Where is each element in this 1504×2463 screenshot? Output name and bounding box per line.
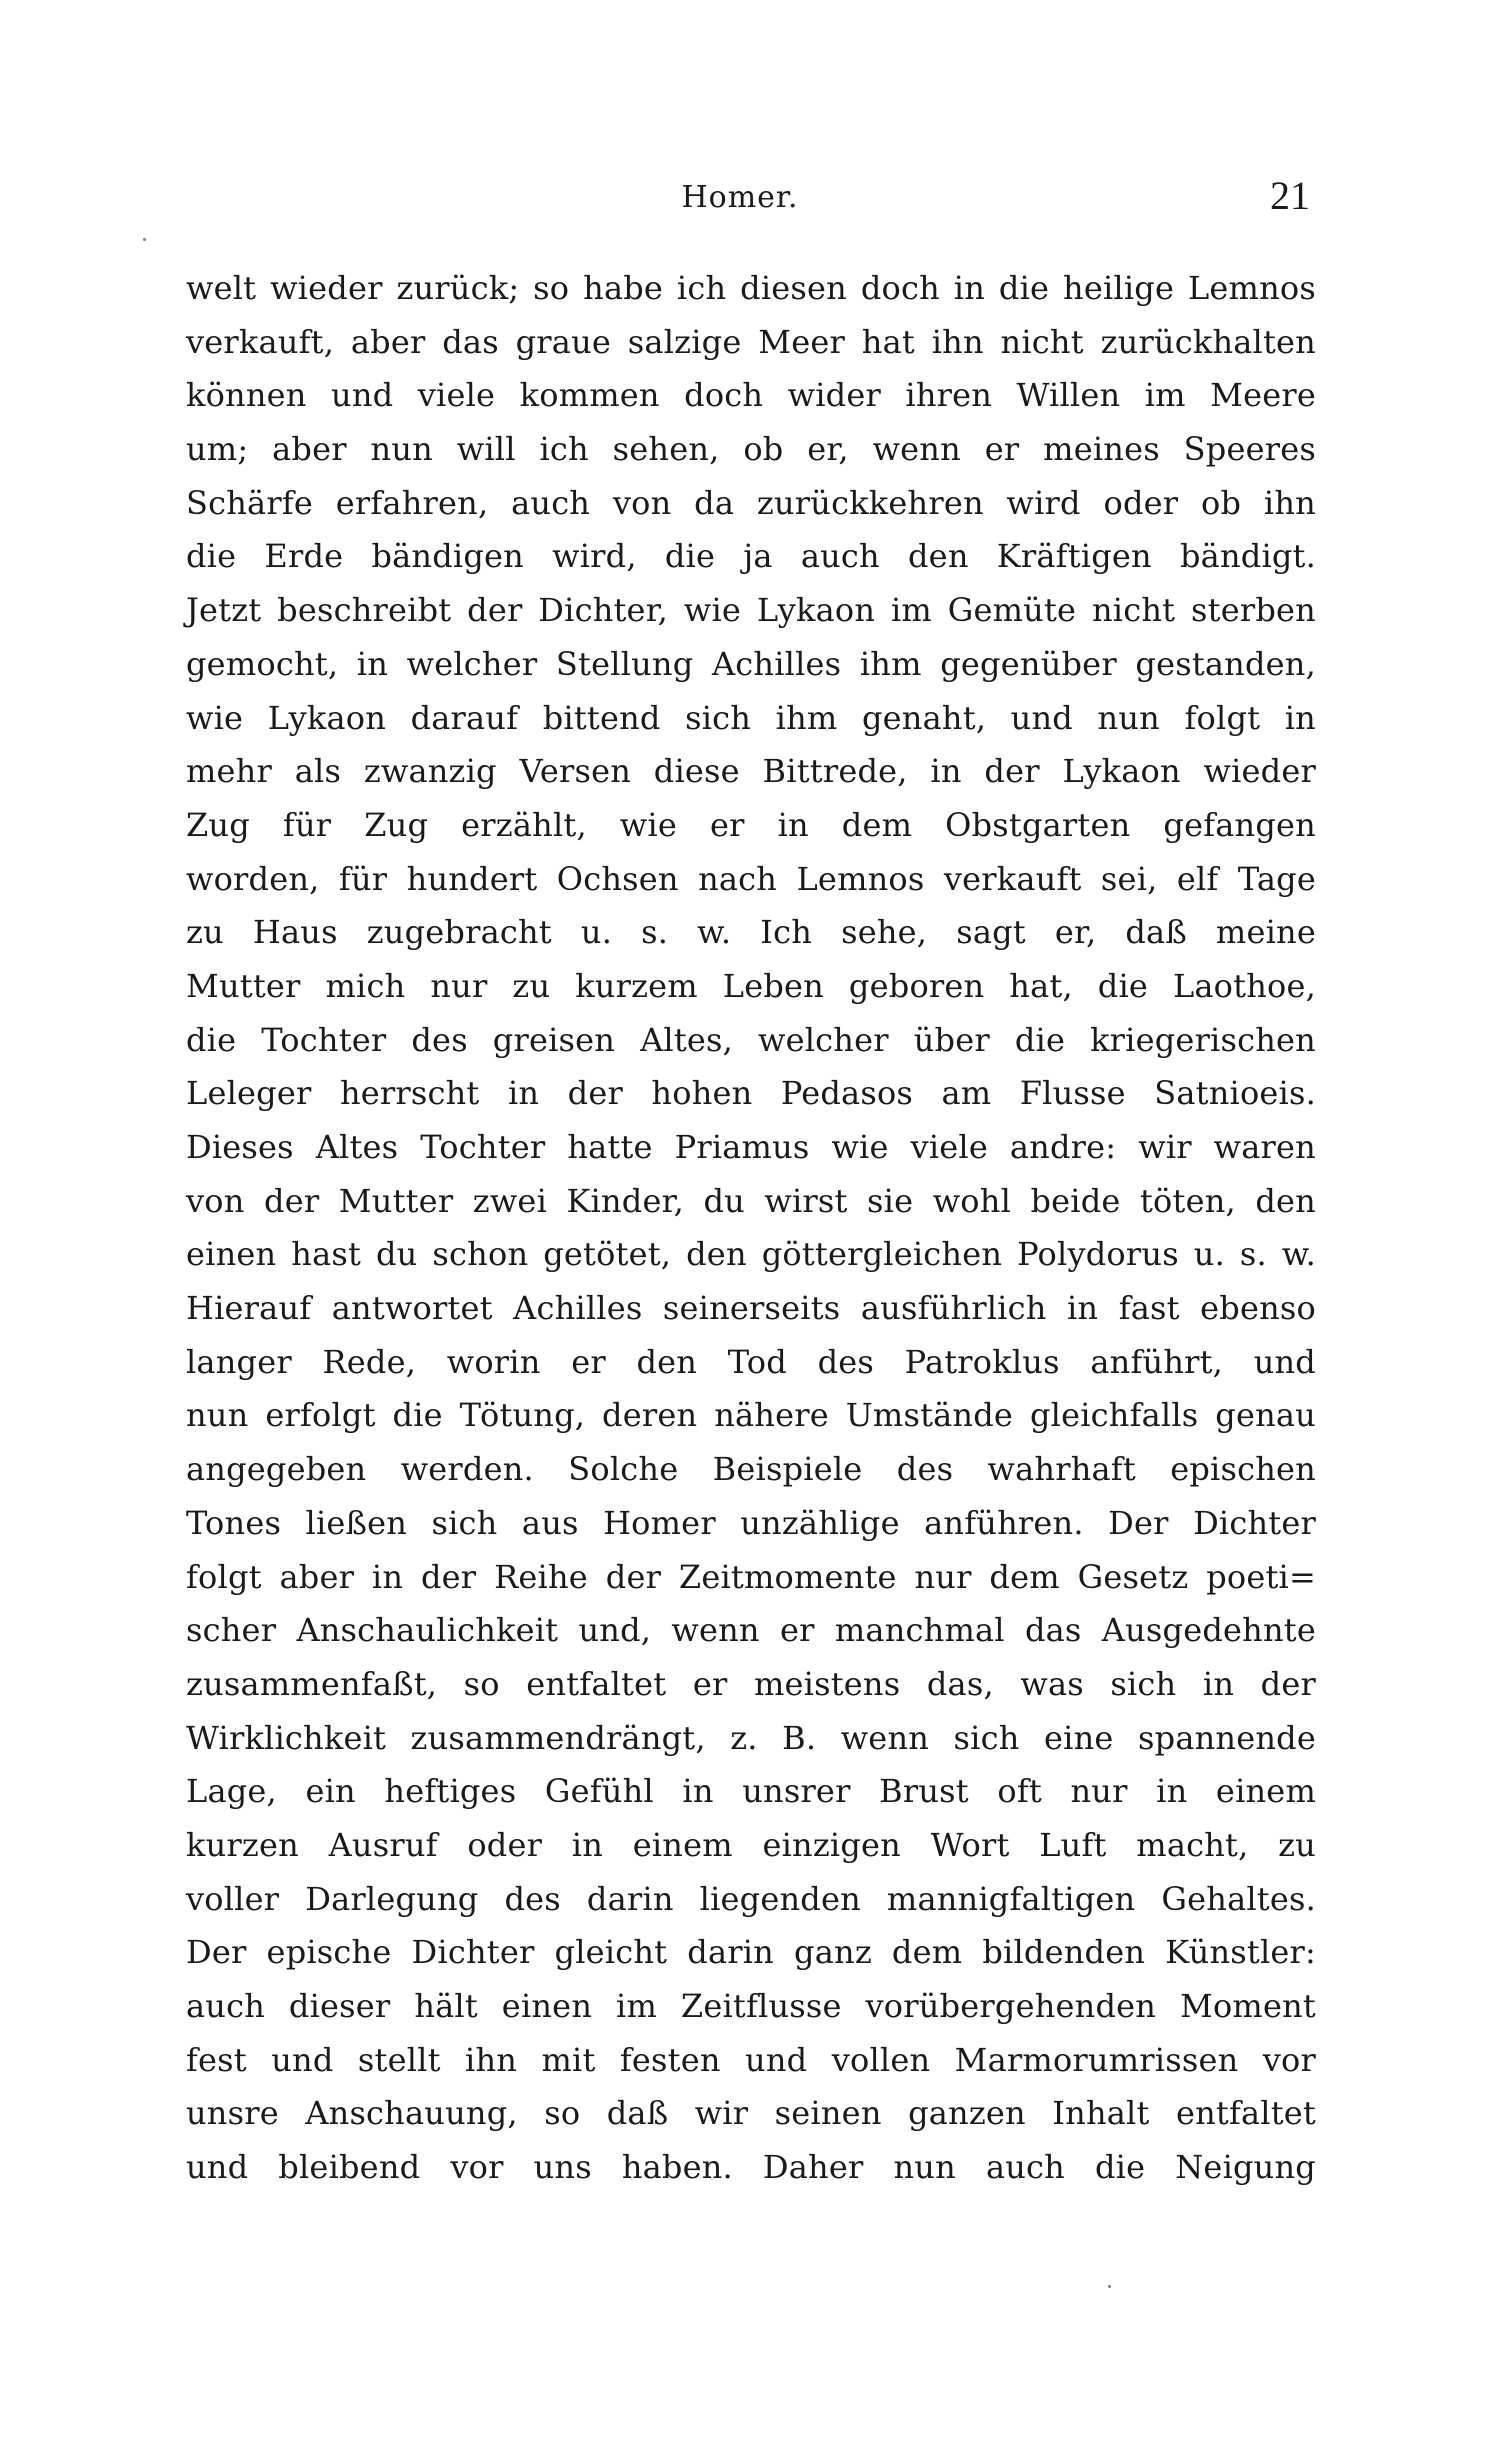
page-number: 21 <box>1270 173 1310 218</box>
text-line: unsre Anschauung, so daß wir seinen ganzen Inhalt entfaltet <box>186 2094 1316 2133</box>
text-line: Jetzt beschreibt der Dichter, wie Lykaon im Gemüte nicht sterben <box>186 591 1316 630</box>
text-line: wie Lykaon darauf bittend sich ihm genaht, und nun folgt in <box>186 698 1316 737</box>
text-line: Zug für Zug erzählt, wie er in dem Obstgarten gefangen <box>186 805 1316 844</box>
text-line: Wirklichkeit zusammendrängt, z. B. wenn sich eine spannende <box>186 1718 1316 1757</box>
text-line: um; aber nun will ich sehen, ob er, wenn er meines Speeres <box>186 430 1316 469</box>
text-line: Hierauf antwortet Achilles seinerseits ausführlich in fast ebenso <box>186 1289 1316 1328</box>
text-line: Mutter mich nur zu kurzem Leben geboren hat, die Laothoe, <box>186 966 1316 1005</box>
text-line: Leleger herrscht in der hohen Pedasos am Flusse Satnioeis. <box>186 1074 1316 1113</box>
text-line: welt wieder zurück; so habe ich diesen doch in die heilige Lemnos <box>186 269 1316 307</box>
text-line: zu Haus zugebracht u. s. w. Ich sehe, sagt er, daß meine <box>186 913 1316 952</box>
text-line: und bleibend vor uns haben. Daher nun auch die Neigung <box>186 2148 1316 2187</box>
text-line: einen hast du schon getötet, den göttergleichen Polydorus u. s. w. <box>186 1235 1316 1274</box>
running-title: Homer. <box>681 180 799 215</box>
text-line: Tones ließen sich aus Homer unzählige anführen. Der Dichter <box>186 1503 1316 1542</box>
text-line: zusammenfaßt, so entfaltet er meistens das, was sich in der <box>186 1664 1316 1703</box>
text-line: gemocht, in welcher Stellung Achilles ihm gegenüber gestanden, <box>186 644 1316 683</box>
text-line: folgt aber in der Reihe der Zeitmomente nur dem Gesetz poeti= <box>186 1557 1316 1596</box>
text-line: worden, für hundert Ochsen nach Lemnos verkauft sei, elf Tage <box>186 859 1316 898</box>
text-line: verkauft, aber das graue salzige Meer hat ihn nicht zurückhalten <box>186 322 1316 361</box>
paper-speck <box>1108 2285 1111 2288</box>
text-line: kurzen Ausruf oder in einem einzigen Wort Luft macht, zu <box>186 1825 1316 1864</box>
text-line: fest und stellt ihn mit festen und vollen Marmorumrissen vor <box>186 2040 1316 2079</box>
running-head <box>0 172 1504 232</box>
text-line: nun erfolgt die Tötung, deren nähere Umstände gleichfalls genau <box>186 1396 1316 1435</box>
text-line: angegeben werden. Solche Beispiele des wahrhaft epischen <box>186 1450 1316 1489</box>
text-line: können und viele kommen doch wider ihren Willen im Meere <box>186 376 1316 415</box>
text-line: scher Anschaulichkeit und, wenn er manchmal das Ausgedehnte <box>186 1611 1316 1650</box>
text-line: langer Rede, worin er den Tod des Patroklus anführt, und <box>186 1342 1316 1381</box>
text-line: von der Mutter zwei Kinder, du wirst sie wohl beide töten, den <box>186 1181 1316 1220</box>
text-line: Schärfe erfahren, auch von da zurückkehren wird oder ob ihn <box>186 483 1316 522</box>
text-line: die Tochter des greisen Altes, welcher über die kriegerischen <box>186 1020 1316 1059</box>
paper-speck <box>143 238 146 241</box>
text-line: mehr als zwanzig Versen diese Bittrede, in der Lykaon wieder <box>186 752 1316 791</box>
text-line: Der epische Dichter gleicht darin ganz dem bildenden Künstler: <box>186 1933 1316 1972</box>
body-text <box>186 262 1316 2195</box>
text-line: auch dieser hält einen im Zeitflusse vorübergehenden Moment <box>186 1987 1316 2025</box>
text-line: die Erde bändigen wird, die ja auch den Kräftigen bändigt. <box>186 537 1316 576</box>
text-line: Dieses Altes Tochter hatte Priamus wie viele andre: wir waren <box>186 1128 1316 1166</box>
text-line: voller Darlegung des darin liegenden mannigfaltigen Gehaltes. <box>186 1879 1316 1918</box>
text-line: Lage, ein heftiges Gefühl in unsrer Brust oft nur in einem <box>186 1772 1316 1811</box>
